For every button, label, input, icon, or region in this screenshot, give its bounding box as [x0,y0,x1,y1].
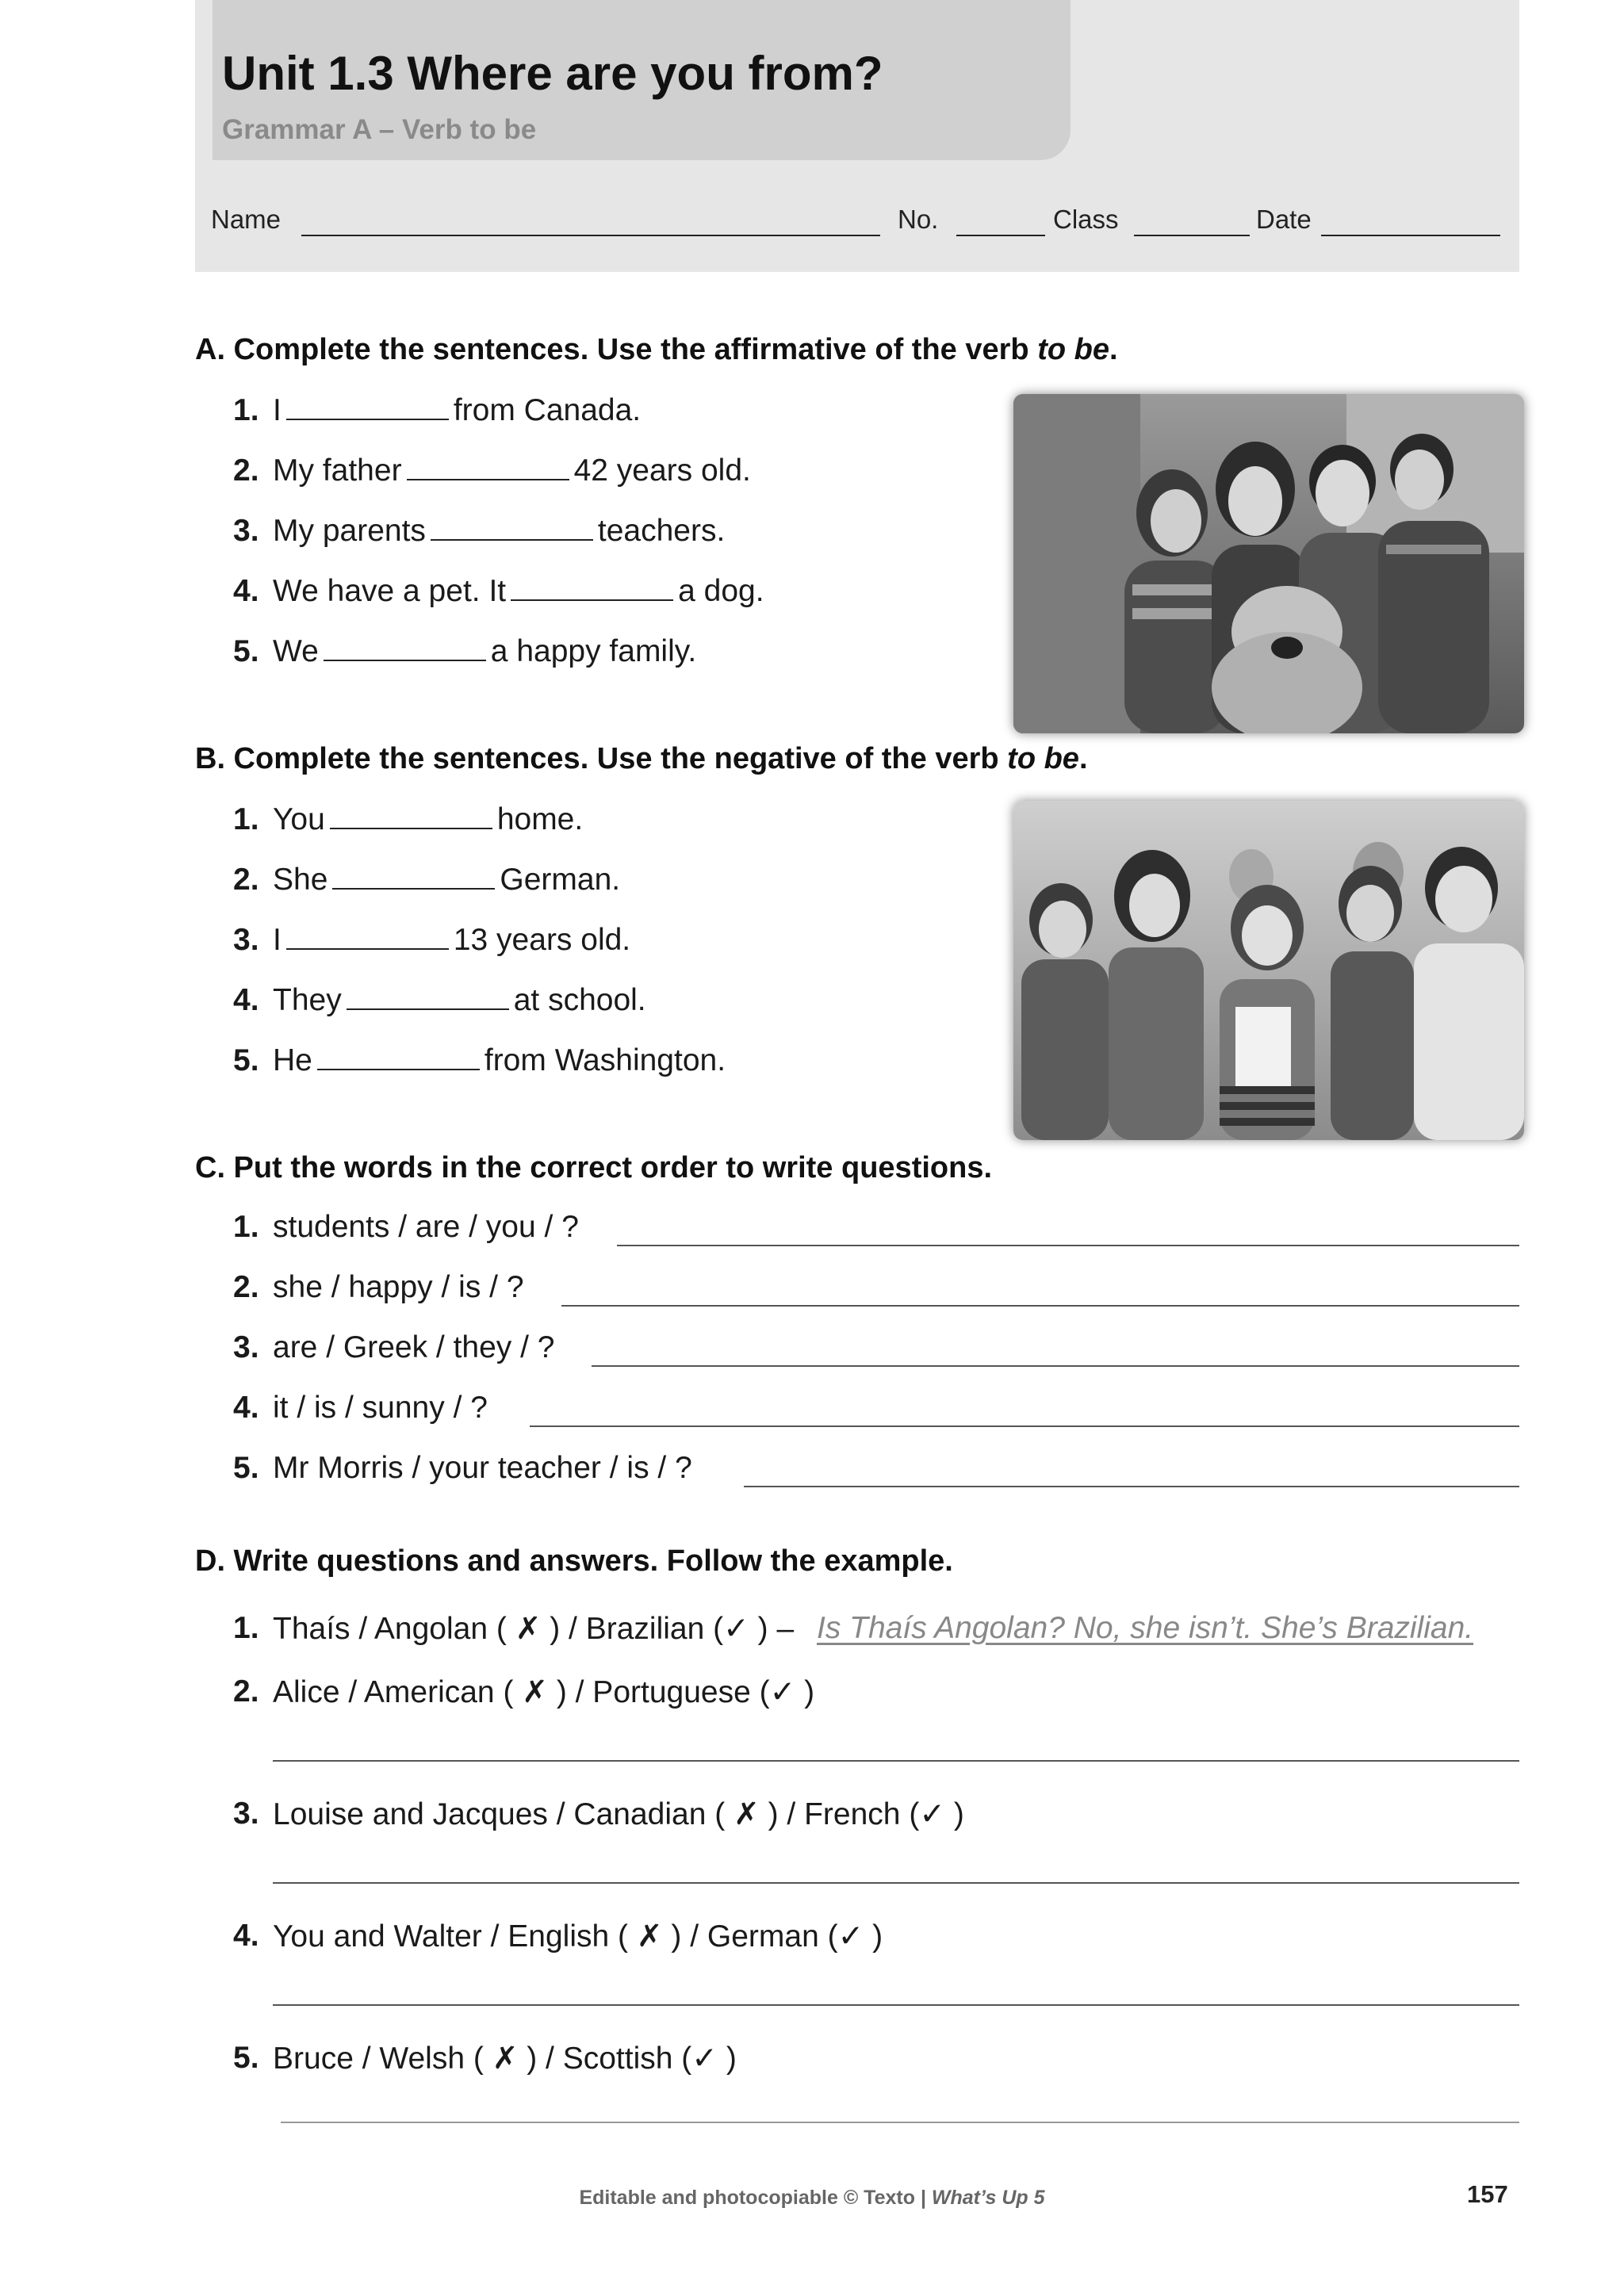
answer-blank[interactable] [407,455,569,480]
cross-icon: ✗ [492,2042,519,2076]
answer-line[interactable] [530,1425,1519,1427]
answer-blank[interactable] [324,636,486,661]
section-c-heading: C. Put the words in the correct order to write questions. [195,1151,993,1184]
answer-line[interactable] [617,1245,1519,1246]
check-icon: ✓ [919,1797,945,1831]
children-photo [1013,801,1524,1140]
check-icon: ✓ [691,2042,718,2076]
page-title: Unit 1.3 Where are you from? [222,47,883,100]
date-label: Date [1256,205,1312,234]
answer-blank[interactable] [317,1045,480,1070]
answer-blank[interactable] [431,515,593,541]
class-label: Class [1053,205,1119,234]
cross-icon: ✗ [522,1675,548,1709]
check-icon: ✓ [769,1675,796,1709]
family-photo [1013,394,1524,733]
answer-line[interactable] [561,1305,1519,1307]
answer-blank[interactable] [330,804,492,829]
cross-icon: ✗ [636,1919,663,1954]
section-a-heading: A. Complete the sentences. Use the affirmative of the verb to be. [195,333,1118,366]
answer-line[interactable] [744,1486,1519,1487]
footer-copyright: Editable and photocopiable © Texto | What’s Up 5 [579,2187,1045,2209]
children-photo-image [1013,801,1524,1140]
section-d-heading: D. Write questions and answers. Follow the example. [195,1544,953,1578]
page-number: 157 [1467,2180,1508,2208]
cross-icon: ✗ [515,1612,542,1646]
page-subtitle: Grammar A – Verb to be [222,114,537,145]
name-label: Name [211,205,282,234]
section-b-heading: B. Complete the sentences. Use the negative of the verb to be. [195,742,1088,775]
no-label: No. [898,205,939,234]
answer-blank[interactable] [286,924,449,950]
number-field[interactable] [956,235,1045,236]
name-field[interactable] [301,235,880,236]
student-info-row [211,205,1496,244]
class-field[interactable] [1134,235,1250,236]
answer-line[interactable] [273,2004,1519,2006]
answer-blank[interactable] [347,985,509,1010]
answer-line[interactable] [273,1882,1519,1884]
family-photo-image [1013,394,1524,733]
answer-blank[interactable] [286,395,449,420]
answer-line[interactable] [281,2122,1519,2123]
answer-line[interactable] [592,1365,1519,1367]
date-field[interactable] [1321,235,1500,236]
answer-blank[interactable] [332,864,495,890]
check-icon: ✓ [837,1919,864,1954]
example-answer: Is Thaís Angolan? No, she isn’t. She’s Brazilian. [817,1611,1474,1645]
answer-line[interactable] [273,1760,1519,1762]
answer-blank[interactable] [511,576,673,601]
check-icon: ✓ [723,1612,749,1646]
cross-icon: ✗ [733,1797,760,1831]
